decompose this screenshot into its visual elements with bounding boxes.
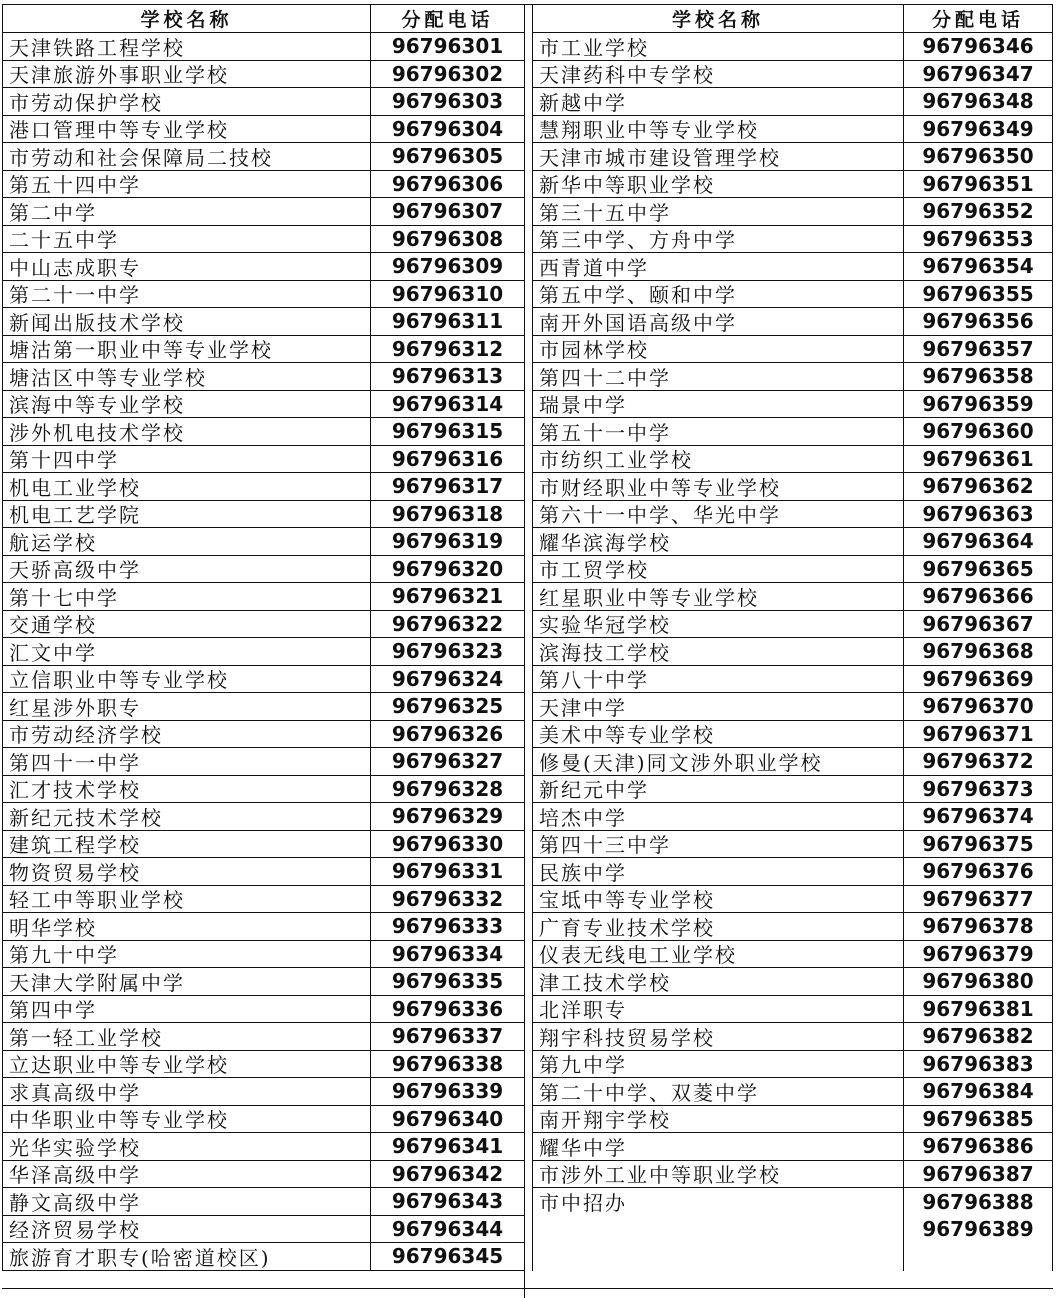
right-phone-number: 96796365 xyxy=(903,556,1053,584)
left-phone-number: 96796338 xyxy=(370,1051,524,1079)
right-phone-number: 96796372 xyxy=(903,748,1053,776)
right-school-name: 南开翔宇学校 xyxy=(532,1106,903,1134)
left-school-name: 天津大学附属中学 xyxy=(2,968,370,996)
right-phone-number: 96796380 xyxy=(903,968,1053,996)
right-phone-number: 96796376 xyxy=(903,858,1053,886)
left-school-name: 市劳动保护学校 xyxy=(2,88,370,116)
right-phone-number: 96796346 xyxy=(903,33,1053,61)
right-school-name: 耀华中学 xyxy=(532,1133,903,1161)
right-phone-number: 96796364 xyxy=(903,528,1053,556)
right-phone-number: 96796366 xyxy=(903,583,1053,611)
right-phone-number: 96796370 xyxy=(903,693,1053,721)
left-school-name: 红星涉外职专 xyxy=(2,693,370,721)
left-school-name: 第二中学 xyxy=(2,198,370,226)
right-school-name: 津工技术学校 xyxy=(532,968,903,996)
left-school-name: 中华职业中等专业学校 xyxy=(2,1106,370,1134)
right-phone-number: 96796351 xyxy=(903,171,1053,199)
right-phone-number: 96796361 xyxy=(903,446,1053,474)
left-school-name: 立达职业中等专业学校 xyxy=(2,1051,370,1079)
left-phone-number: 96796312 xyxy=(370,336,524,364)
left-phone-number: 96796315 xyxy=(370,418,524,446)
right-phone-number: 96796387 xyxy=(903,1161,1053,1189)
left-phone-number: 96796330 xyxy=(370,831,524,859)
left-school-name: 光华实验学校 xyxy=(2,1133,370,1161)
right-school-name: 市中招办 xyxy=(532,1188,903,1216)
left-phone-number: 96796335 xyxy=(370,968,524,996)
left-school-name: 天骄高级中学 xyxy=(2,556,370,584)
right-school-name: 市财经职业中等专业学校 xyxy=(532,473,903,501)
left-phone-number: 96796342 xyxy=(370,1161,524,1189)
left-school-name: 机电工业学校 xyxy=(2,473,370,501)
left-school-name: 静文高级中学 xyxy=(2,1188,370,1216)
right-phone-number: 96796357 xyxy=(903,336,1053,364)
right-phone-number: 96796377 xyxy=(903,886,1053,914)
right-school-name: 滨海技工学校 xyxy=(532,638,903,666)
right-phone-number: 96796362 xyxy=(903,473,1053,501)
right-school-name: 市园林学校 xyxy=(532,336,903,364)
left-school-name: 第十七中学 xyxy=(2,583,370,611)
right-school-name: 市工贸学校 xyxy=(532,556,903,584)
left-phone-number: 96796316 xyxy=(370,446,524,474)
right-phone-number: 96796353 xyxy=(903,226,1053,254)
left-phone-number: 96796326 xyxy=(370,721,524,749)
left-phone-number: 96796303 xyxy=(370,88,524,116)
right-school-name: 第三十五中学 xyxy=(532,198,903,226)
right-phone-number: 96796381 xyxy=(903,996,1053,1024)
left-phone-number: 96796331 xyxy=(370,858,524,886)
left-school-name: 物资贸易学校 xyxy=(2,858,370,886)
right-school-name: 天津中学 xyxy=(532,693,903,721)
right-school-name: 实验华冠学校 xyxy=(532,611,903,639)
left-school-name: 经济贸易学校 xyxy=(2,1216,370,1244)
left-phone-number: 96796301 xyxy=(370,33,524,61)
right-school-name: 美术中等专业学校 xyxy=(532,721,903,749)
left-school-name: 塘沽第一职业中等专业学校 xyxy=(2,336,370,364)
right-phone-number: 96796388 xyxy=(903,1188,1053,1216)
right-school-name: 第六十一中学、华光中学 xyxy=(532,501,903,529)
left-school-name: 第五十四中学 xyxy=(2,171,370,199)
right-school-name: 仪表无线电工业学校 xyxy=(532,941,903,969)
right-school-empty xyxy=(532,1216,903,1271)
left-school-name: 中山志成职专 xyxy=(2,253,370,281)
right-school-name: 宝坻中等专业学校 xyxy=(532,886,903,914)
left-school-name: 汇才技术学校 xyxy=(2,776,370,804)
left-phone-number: 96796305 xyxy=(370,143,524,171)
left-school-header: 学校名称 xyxy=(2,5,370,33)
left-phone-number: 96796340 xyxy=(370,1106,524,1134)
left-phone-number: 96796323 xyxy=(370,638,524,666)
right-school-name: 第五十一中学 xyxy=(532,418,903,446)
left-phone-number: 96796343 xyxy=(370,1188,524,1216)
right-phone-number: 96796385 xyxy=(903,1106,1053,1134)
right-school-name: 市纺织工业学校 xyxy=(532,446,903,474)
right-school-name: 瑞景中学 xyxy=(532,391,903,419)
left-phone-number: 96796309 xyxy=(370,253,524,281)
left-school-name: 轻工中等职业学校 xyxy=(2,886,370,914)
left-school-name: 市劳动经济学校 xyxy=(2,721,370,749)
phone-allocation-table xyxy=(2,4,1053,1289)
left-school-name: 新纪元技术学校 xyxy=(2,803,370,831)
left-school-name: 滨海中等专业学校 xyxy=(2,391,370,419)
left-phone-number: 96796310 xyxy=(370,281,524,309)
right-school-name: 第八十中学 xyxy=(532,666,903,694)
right-school-name: 慧翔职业中等专业学校 xyxy=(532,116,903,144)
right-phone-number: 96796349 xyxy=(903,116,1053,144)
left-school-name: 第一轻工业学校 xyxy=(2,1023,370,1051)
right-phone-header: 分配电话 xyxy=(903,5,1053,33)
left-school-name: 明华学校 xyxy=(2,913,370,941)
left-phone-number: 96796329 xyxy=(370,803,524,831)
right-school-name: 南开外国语高级中学 xyxy=(532,308,903,336)
right-school-header: 学校名称 xyxy=(532,5,903,33)
left-school-name: 天津铁路工程学校 xyxy=(2,33,370,61)
right-school-name: 天津药科中专学校 xyxy=(532,61,903,89)
right-phone-number: 96796379 xyxy=(903,941,1053,969)
left-school-name: 旅游育才职专(哈密道校区) xyxy=(2,1243,370,1271)
left-phone-number: 96796304 xyxy=(370,116,524,144)
left-school-name: 第二十一中学 xyxy=(2,281,370,309)
left-phone-number: 96796344 xyxy=(370,1216,524,1244)
left-school-name: 华泽高级中学 xyxy=(2,1161,370,1189)
left-phone-number: 96796328 xyxy=(370,776,524,804)
left-phone-number: 96796332 xyxy=(370,886,524,914)
left-phone-number: 96796302 xyxy=(370,61,524,89)
right-school-name: 市工业学校 xyxy=(532,33,903,61)
right-phone-number: 96796358 xyxy=(903,363,1053,391)
left-phone-number: 96796337 xyxy=(370,1023,524,1051)
left-phone-number: 96796345 xyxy=(370,1243,524,1271)
left-school-name: 立信职业中等专业学校 xyxy=(2,666,370,694)
left-phone-number: 96796308 xyxy=(370,226,524,254)
left-school-name: 港口管理中等专业学校 xyxy=(2,116,370,144)
left-phone-header: 分配电话 xyxy=(370,5,524,33)
right-school-name: 培杰中学 xyxy=(532,803,903,831)
right-phone-number: 96796352 xyxy=(903,198,1053,226)
left-phone-number: 96796307 xyxy=(370,198,524,226)
left-school-name: 涉外机电技术学校 xyxy=(2,418,370,446)
left-school-name: 第四十一中学 xyxy=(2,748,370,776)
right-phone-number: 96796389 xyxy=(903,1216,1053,1244)
column-divider xyxy=(524,5,532,1298)
left-phone-number: 96796313 xyxy=(370,363,524,391)
right-school-name: 修曼(天津)同文涉外职业学校 xyxy=(532,748,903,776)
right-phone-number: 96796374 xyxy=(903,803,1053,831)
right-school-name: 天津市城市建设管理学校 xyxy=(532,143,903,171)
left-school-name: 第九十中学 xyxy=(2,941,370,969)
left-school-name: 机电工艺学院 xyxy=(2,501,370,529)
right-phone-number: 96796382 xyxy=(903,1023,1053,1051)
right-phone-number: 96796371 xyxy=(903,721,1053,749)
left-phone-number: 96796321 xyxy=(370,583,524,611)
right-phone-number: 96796355 xyxy=(903,281,1053,309)
left-school-name: 天津旅游外事职业学校 xyxy=(2,61,370,89)
right-phone-number: 96796359 xyxy=(903,391,1053,419)
right-phone-number: 96796363 xyxy=(903,501,1053,529)
right-school-name: 新纪元中学 xyxy=(532,776,903,804)
right-school-name: 西青道中学 xyxy=(532,253,903,281)
left-phone-number: 96796336 xyxy=(370,996,524,1024)
left-phone-number: 96796311 xyxy=(370,308,524,336)
right-phone-number: 96796360 xyxy=(903,418,1053,446)
right-phone-number: 96796384 xyxy=(903,1078,1053,1106)
right-school-name: 第四十二中学 xyxy=(532,363,903,391)
right-phone-number: 96796386 xyxy=(903,1133,1053,1161)
left-phone-number: 96796339 xyxy=(370,1078,524,1106)
left-phone-number: 96796324 xyxy=(370,666,524,694)
right-school-name: 翔宇科技贸易学校 xyxy=(532,1023,903,1051)
right-phone-number: 96796383 xyxy=(903,1051,1053,1079)
left-school-name: 交通学校 xyxy=(2,611,370,639)
left-school-name: 第十四中学 xyxy=(2,446,370,474)
left-school-name: 二十五中学 xyxy=(2,226,370,254)
right-school-name: 新越中学 xyxy=(532,88,903,116)
left-phone-number: 96796333 xyxy=(370,913,524,941)
left-school-name: 新闻出版技术学校 xyxy=(2,308,370,336)
right-phone-number: 96796350 xyxy=(903,143,1053,171)
left-school-name: 航运学校 xyxy=(2,528,370,556)
right-school-name: 红星职业中等专业学校 xyxy=(532,583,903,611)
right-school-name: 北洋职专 xyxy=(532,996,903,1024)
left-school-name: 市劳动和社会保障局二技校 xyxy=(2,143,370,171)
left-school-name: 塘沽区中等专业学校 xyxy=(2,363,370,391)
left-school-name: 第四中学 xyxy=(2,996,370,1024)
left-phone-number: 96796341 xyxy=(370,1133,524,1161)
right-phone-number: 96796373 xyxy=(903,776,1053,804)
left-school-name: 建筑工程学校 xyxy=(2,831,370,859)
left-phone-number: 96796334 xyxy=(370,941,524,969)
right-phone-number: 96796369 xyxy=(903,666,1053,694)
right-school-name: 第三中学、方舟中学 xyxy=(532,226,903,254)
right-school-name: 第五中学、颐和中学 xyxy=(532,281,903,309)
right-school-name: 新华中等职业学校 xyxy=(532,171,903,199)
right-school-name: 第四十三中学 xyxy=(532,831,903,859)
left-phone-number: 96796327 xyxy=(370,748,524,776)
right-phone-number: 96796348 xyxy=(903,88,1053,116)
right-phone-number: 96796375 xyxy=(903,831,1053,859)
left-school-name: 求真高级中学 xyxy=(2,1078,370,1106)
right-phone-number: 96796368 xyxy=(903,638,1053,666)
right-school-name: 民族中学 xyxy=(532,858,903,886)
left-phone-number: 96796314 xyxy=(370,391,524,419)
left-phone-number: 96796319 xyxy=(370,528,524,556)
right-school-name: 耀华滨海学校 xyxy=(532,528,903,556)
right-school-name: 第二十中学、双菱中学 xyxy=(532,1078,903,1106)
left-phone-number: 96796325 xyxy=(370,693,524,721)
right-phone-number: 96796347 xyxy=(903,61,1053,89)
left-school-name: 汇文中学 xyxy=(2,638,370,666)
left-phone-number: 96796322 xyxy=(370,611,524,639)
left-phone-number: 96796318 xyxy=(370,501,524,529)
left-phone-number: 96796320 xyxy=(370,556,524,584)
right-phone-number: 96796356 xyxy=(903,308,1053,336)
right-school-name: 第九中学 xyxy=(532,1051,903,1079)
right-school-name: 市涉外工业中等职业学校 xyxy=(532,1161,903,1189)
right-phone-number: 96796367 xyxy=(903,611,1053,639)
right-school-name: 广育专业技术学校 xyxy=(532,913,903,941)
left-phone-number: 96796306 xyxy=(370,171,524,199)
left-phone-number: 96796317 xyxy=(370,473,524,501)
right-phone-number: 96796354 xyxy=(903,253,1053,281)
right-phone-number: 96796378 xyxy=(903,913,1053,941)
right-phone-number xyxy=(903,1243,1053,1271)
